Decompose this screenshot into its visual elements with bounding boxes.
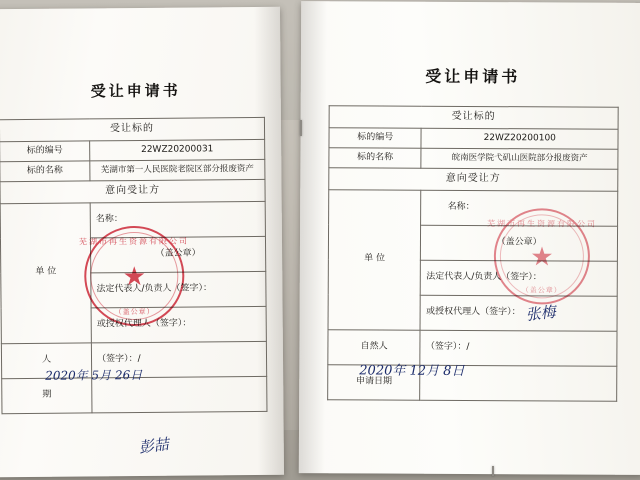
right-label-natural-person: 自然人 <box>328 329 421 364</box>
right-section-subject <box>329 106 618 129</box>
right-value-authorized-agent: 或授权代理人（签字）： <box>420 295 617 331</box>
left-value-name: 名称： <box>90 201 265 238</box>
table-row <box>0 139 265 162</box>
seal-bottom-text: （盖公章） <box>521 286 562 295</box>
left-value-legal-rep: 法定代表人/负责人（签字）： <box>91 271 266 308</box>
left-value-authorized-agent: 或授权代理人（签字）： <box>91 306 266 343</box>
staple-mark <box>300 120 302 136</box>
table-row <box>329 127 618 149</box>
right-value-natural-person: （签字）：/ <box>420 330 617 366</box>
left-page-title: 受让申请书 <box>90 81 181 101</box>
table-row <box>329 147 618 169</box>
left-label-subject-number: 标的编号 <box>0 140 90 161</box>
staple-mark <box>492 466 494 476</box>
seal-bottom-text: （盖公章） <box>114 307 155 317</box>
left-section-transferee-label: 意向受让方 <box>105 184 161 197</box>
table-row <box>0 179 265 203</box>
left-label-unit: 单 位 <box>0 202 91 343</box>
right-section-transferee <box>329 168 618 191</box>
star-icon: ★ <box>530 241 554 272</box>
right-value-official-seal: （盖公章） <box>421 225 618 261</box>
left-value-natural-person: （签字）：/ 彭喆 <box>91 341 266 378</box>
seal-top-text: 芜湖市再生资源有限公司 <box>487 219 598 229</box>
right-value-name: 名称： <box>421 190 618 226</box>
table-row <box>0 159 265 182</box>
left-red-seal-stamp <box>78 226 190 327</box>
right-document-sheet[interactable] <box>299 1 640 475</box>
left-document-sheet[interactable] <box>0 7 284 478</box>
star-icon: ★ <box>122 260 147 292</box>
right-red-seal-stamp <box>487 208 598 305</box>
left-value-official-seal: （盖公章） <box>91 236 266 273</box>
left-handwritten-signature: 彭喆 <box>137 434 170 457</box>
right-label-subject-name: 标的名称 <box>329 147 422 168</box>
left-section-transferee <box>0 179 265 203</box>
right-page-content <box>299 1 640 475</box>
table-row <box>329 106 618 129</box>
seal-top-text: 芜湖市再生资源有限公司 <box>78 236 190 247</box>
left-page-content <box>0 7 284 478</box>
right-value-subject-name: 皖南医学院弋矶山医院部分报废资产 <box>421 148 618 169</box>
right-label-subject-number: 标的编号 <box>329 127 422 148</box>
right-page-title: 受让申请书 <box>425 66 521 87</box>
left-value-subject-name: 芜湖市第一人民医院老院区部分报废资产 <box>90 159 265 181</box>
left-section-subject-label: 受让标的 <box>109 122 155 135</box>
right-section-transferee-label: 意向受让方 <box>445 172 501 185</box>
left-value-subject-number: 22WZ20200031 <box>90 139 265 161</box>
table-row <box>0 117 265 141</box>
left-label-subject-name: 标的名称 <box>0 161 90 182</box>
right-label-application-date: 申请日期 <box>328 364 421 399</box>
right-label-unit: 单 位 <box>328 189 421 329</box>
right-value-legal-rep: 法定代表人/负责人（签字）： <box>421 260 618 296</box>
left-handwritten-date: 2020年 5月 26日 <box>45 367 143 383</box>
left-label-natural-person: 人 <box>1 342 91 378</box>
right-handwritten-date: 2020年 12月 8日 <box>359 363 465 379</box>
left-label-application-date: 期 <box>2 377 92 413</box>
right-value-subject-number: 22WZ20200100 <box>421 128 618 149</box>
right-handwritten-signature: 张梅 <box>524 302 557 325</box>
left-section-subject <box>0 117 265 141</box>
table-row <box>329 168 618 191</box>
right-section-subject-label: 受让标的 <box>451 110 496 123</box>
